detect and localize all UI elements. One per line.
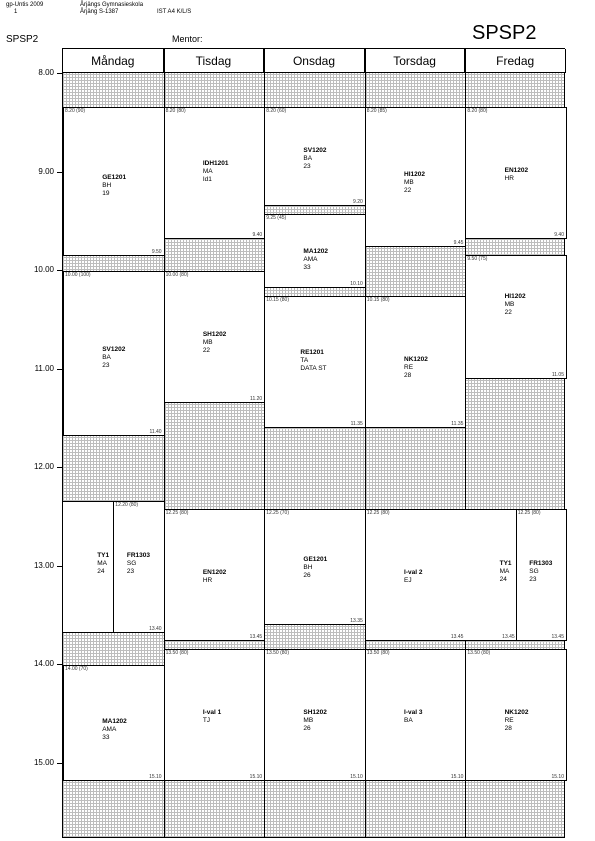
lesson-text [303, 709, 327, 733]
lesson-course: NK1202 [504, 708, 529, 716]
lesson-course: EN1202 [202, 569, 227, 577]
lesson-text [102, 718, 127, 742]
lesson-start-time: 8.20 (80) [165, 107, 186, 114]
lesson-start-time: 8.20 (85) [366, 107, 387, 114]
lesson-course: MA1202 [303, 247, 328, 255]
lesson-text [404, 709, 422, 725]
lesson-end-time: 9.45 [453, 240, 464, 247]
lesson-text [505, 167, 529, 183]
lesson-cell[interactable] [113, 501, 164, 633]
lesson-cell[interactable] [63, 271, 165, 436]
lesson-room: 22 [404, 186, 412, 194]
lesson-cell[interactable] [465, 649, 567, 781]
day-header-4: Fredag [465, 49, 566, 73]
lesson-start-time: 12.20 (80) [115, 501, 139, 508]
lesson-start-time: 8.20 (60) [266, 107, 287, 114]
lesson-room: 28 [404, 371, 412, 379]
lesson-course: I-val 3 [404, 708, 423, 716]
lesson-room: 24 [97, 567, 105, 575]
day-header-2: Onsdag [264, 49, 365, 73]
lesson-start-time: 8.20 (90) [65, 107, 86, 114]
lesson-teacher: RE [504, 716, 514, 724]
lesson-cell[interactable] [164, 107, 266, 239]
lesson-text [203, 569, 227, 585]
lesson-start-time: 9.50 (75) [467, 255, 488, 262]
lesson-teacher: BH [303, 563, 313, 571]
lesson-cell[interactable] [465, 107, 567, 239]
lesson-room: 22 [202, 347, 211, 355]
lesson-text [300, 349, 326, 373]
lesson-course: GE1201 [102, 174, 127, 182]
lesson-cell[interactable] [63, 665, 165, 781]
lesson-cell[interactable] [264, 214, 366, 289]
lesson-course: I-val 1 [202, 708, 222, 716]
lesson-teacher: TJ [202, 716, 211, 724]
lesson-teacher: HR [202, 577, 213, 585]
lesson-course: SV1202 [102, 345, 126, 353]
lesson-teacher: BH [102, 182, 112, 190]
lesson-text [303, 147, 326, 171]
lesson-text [203, 160, 229, 184]
lesson-text [505, 293, 526, 317]
lesson-start-time: 13.50 (80) [266, 649, 289, 656]
lesson-course: FR1303 [529, 559, 553, 567]
hour-label: 13.00 [33, 560, 54, 570]
lesson-teacher: MA [202, 168, 213, 176]
lesson-end-time: 13.45 [450, 634, 464, 641]
lesson-start-time: 12.25 (80) [165, 510, 189, 517]
lesson-teacher: BA [102, 353, 111, 361]
lesson-start-time: 12.25 (70) [266, 510, 289, 517]
day-header-3: Torsdag [365, 49, 466, 73]
lesson-end-time: 15.10 [450, 773, 464, 780]
lesson-course: NK1202 [404, 355, 428, 363]
lesson-teacher: TA [300, 357, 309, 365]
lesson-teacher: BA [404, 716, 413, 724]
lesson-start-time: 14.00 (70) [65, 666, 88, 672]
lesson-teacher: EJ [404, 577, 412, 585]
lesson-cell[interactable] [465, 509, 516, 641]
lesson-start-time: 13.50 (80) [467, 649, 491, 656]
lesson-course: IDH1201 [202, 160, 229, 168]
lesson-text [203, 709, 221, 725]
lesson-end-time: 11.35 [350, 420, 363, 427]
lesson-end-time: 13.45 [551, 634, 564, 641]
lesson-start-time: 10.15 (80) [266, 296, 289, 303]
lesson-teacher: RE [404, 363, 414, 371]
lesson-end-time: 9.20 [353, 199, 363, 206]
lesson-cell[interactable] [516, 509, 567, 641]
lesson-cell[interactable] [365, 509, 467, 641]
lesson-text [529, 560, 552, 584]
lesson-course: HI1202 [404, 170, 425, 178]
lesson-end-time: 9.40 [252, 232, 263, 239]
lesson-room: 23 [529, 575, 537, 583]
lesson-cell[interactable] [164, 271, 266, 403]
lesson-start-time: 10.00 (80) [165, 272, 189, 278]
lesson-cell[interactable] [365, 649, 467, 781]
lesson-room: 28 [504, 724, 512, 732]
lesson-end-time: 15.10 [149, 773, 162, 780]
day-header-0: Måndag [63, 49, 164, 73]
lesson-end-time: 11.05 [551, 371, 564, 378]
lesson-start-time: 13.50 (80) [165, 649, 189, 656]
lesson-room: 22 [504, 308, 512, 316]
lesson-cell[interactable] [465, 255, 567, 379]
lesson-cell[interactable] [365, 296, 467, 428]
lesson-text [97, 552, 109, 576]
lesson-text [303, 556, 327, 580]
software-label: gp-Untis 2009 [6, 2, 44, 8]
lesson-start-time: 12.25 (80) [517, 510, 541, 517]
lesson-end-time: 9.40 [554, 232, 564, 239]
lesson-course: EN1202 [504, 166, 529, 174]
lesson-start-time: 8.20 (80) [467, 107, 488, 114]
lesson-cell[interactable] [164, 509, 266, 641]
lesson-cell[interactable] [264, 296, 366, 428]
lesson-teacher: SG [126, 559, 137, 567]
lesson-end-time: 13.45 [249, 634, 263, 641]
lesson-course: HI1202 [504, 292, 526, 300]
lesson-room: 33 [303, 263, 311, 271]
lesson-teacher: AMA [303, 255, 318, 263]
hour-label: 9.00 [38, 166, 54, 176]
lesson-teacher: BA [303, 155, 313, 163]
lesson-end-time: 13.45 [502, 634, 515, 641]
lesson-text [404, 356, 428, 380]
lesson-cell[interactable] [264, 509, 366, 625]
lesson-course: GE1201 [303, 555, 328, 563]
lesson-room: Id1 [202, 176, 212, 184]
lesson-text [102, 174, 126, 198]
lesson-text [500, 560, 512, 584]
lesson-teacher: MA [499, 567, 510, 575]
lesson-teacher: MA [97, 559, 107, 567]
lesson-teacher: MB [404, 178, 414, 186]
lesson-text [102, 346, 125, 370]
lesson-course: RE1201 [300, 349, 324, 357]
lesson-text [505, 709, 529, 733]
lesson-start-time: 9.25 (45) [266, 214, 287, 221]
lesson-text [203, 331, 227, 355]
lesson-teacher: MB [202, 339, 213, 347]
lesson-end-time: 10.10 [350, 281, 363, 288]
lesson-start-time: 10.00 (100) [65, 272, 91, 278]
lesson-room: 23 [303, 163, 311, 171]
lesson-end-time: 11.35 [451, 420, 464, 427]
lesson-end-time: 15.10 [249, 773, 263, 780]
school-name: Årjängs Gymnasieskola [80, 2, 144, 8]
lesson-room: 26 [303, 571, 311, 579]
lesson-course: I-val 2 [404, 569, 423, 577]
hour-label: 12.00 [33, 462, 54, 471]
lesson-teacher: MB [504, 300, 515, 308]
lesson-cell[interactable] [264, 649, 366, 781]
hour-label: 8.00 [38, 68, 54, 77]
lesson-course: TY1 [499, 559, 512, 567]
lesson-teacher: HR [504, 174, 514, 182]
lesson-course: SH1202 [303, 708, 327, 716]
lesson-start-time: 13.50 (80) [366, 649, 390, 656]
lesson-text [404, 171, 425, 195]
lesson-room: 33 [102, 733, 110, 741]
class-title: SPSP2 [472, 22, 537, 44]
day-header-1: Tisdag [164, 49, 265, 73]
lesson-text [404, 569, 422, 585]
page-number: 1 [14, 9, 18, 15]
lesson-cell[interactable] [264, 107, 366, 207]
lesson-course: FR1303 [126, 551, 150, 559]
lesson-room: 19 [102, 190, 110, 198]
lesson-cell[interactable] [365, 107, 467, 248]
lesson-course: TY1 [97, 551, 110, 559]
lesson-course: SV1202 [303, 147, 327, 155]
lesson-room: 23 [102, 361, 110, 369]
lesson-teacher: MB [303, 716, 314, 724]
hour-label: 15.00 [33, 757, 54, 767]
lesson-start-time: 12.25 (80) [366, 510, 390, 517]
lesson-end-time: 11.40 [149, 429, 162, 436]
lesson-end-time: 15.10 [551, 773, 564, 780]
print-format: IST A4 K/L/S [157, 9, 192, 15]
class-label: SPSP2 [6, 34, 39, 45]
lesson-cell[interactable] [164, 649, 266, 781]
lesson-end-time: 9.50 [151, 248, 162, 255]
lesson-room: 23 [126, 567, 135, 575]
school-code: Årjäng S-1387 [80, 9, 119, 15]
lesson-room: DATA ST [300, 365, 327, 373]
hour-label: 11.00 [34, 363, 54, 373]
timetable-grid [62, 48, 565, 838]
lesson-cell[interactable] [63, 107, 165, 256]
lesson-start-time: 10.15 (80) [366, 296, 390, 303]
lesson-cell[interactable] [63, 501, 114, 633]
lesson-teacher: AMA [102, 725, 117, 733]
lesson-room: 24 [499, 575, 507, 583]
lesson-end-time: 11.20 [250, 396, 263, 403]
hour-label: 10.00 [33, 265, 54, 274]
lesson-room: 26 [303, 724, 311, 732]
lesson-end-time: 15.10 [350, 773, 363, 780]
lesson-teacher: SG [529, 567, 539, 575]
lesson-course: SH1202 [202, 331, 227, 339]
lesson-course: MA1202 [102, 717, 127, 725]
lesson-text [127, 552, 150, 576]
lesson-text [303, 248, 328, 272]
lesson-end-time: 13.35 [350, 617, 363, 624]
hour-label: 14.00 [33, 659, 54, 668]
lesson-end-time: 13.40 [149, 626, 162, 633]
mentor-label: Mentor: [172, 34, 203, 44]
